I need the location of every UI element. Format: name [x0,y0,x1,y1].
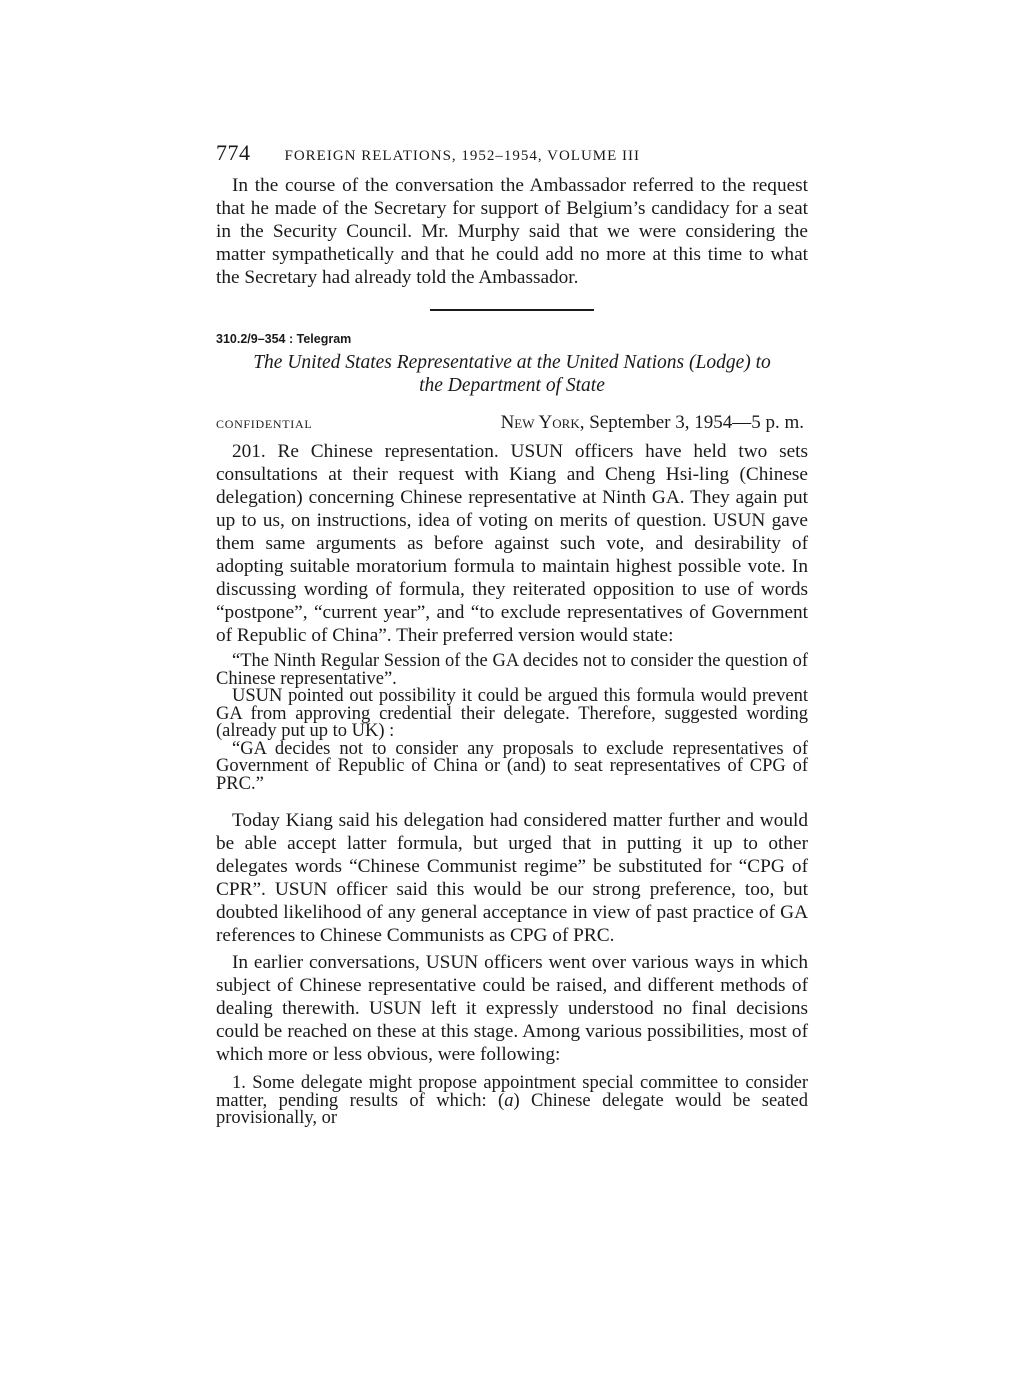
section-divider [430,309,594,311]
page-header [216,140,808,174]
numbered-item-1 [216,1075,808,1128]
document-title-line-2: the Department of State [419,375,605,396]
item-1-letter: a [504,1090,514,1111]
classification-label: CONFIDENTIAL [216,417,313,431]
numbered-item-text [216,1075,808,1128]
document-page [216,140,808,1128]
running-head: FOREIGN RELATIONS, 1952–1954, VOLUME III [284,148,641,164]
document-title-line-1: The United States Representative at the United Nations (Lodge) to [253,352,771,373]
quoted-formula-block [216,653,808,793]
place: New York, [500,412,585,433]
page-number: 774 [216,140,251,165]
body-paragraph-2: Today Kiang said his delegation had considered matter further and would be able accept latter formula, but urged that in putting it up to other delegates words “Chinese Communist regime” be substituted for “CPG of CPR”. USUN officer said this would be our strong preference, too, but doubted likelihood of any general acceptance in view of past practice of GA references to Chinese Communists as CPG of PRC. [216,810,808,946]
file-reference: 310.2/9–354 : Telegram [216,332,352,346]
quote-paragraph-1: “The Ninth Regular Session of the GA decides not to consider the question of Chinese representative”. [216,651,808,689]
date: September 3, 1954—5 p. m. [589,412,804,433]
item-1-suffix: ) Chinese delegate would be seated provisionally, or [216,1090,808,1128]
place-date [501,412,808,434]
dateline [216,412,808,434]
body-paragraph-1: 201. Re Chinese representation. USUN officers have held two sets consultations at their request with Kiang and Cheng Hsi-ling (Chinese delegation) concerning Chinese representative at Ninth GA. They again put up to us, on instructions, idea of voting on merits of question. USUN gave them same arguments as before against such vote, and desirability of adopting suitable moratorium formula to maintain highest possible vote. In discussing wording of formula, they reiterated opposition to use of words “postpone”, “current year”, and “to exclude representatives of Government of Republic of China”. Their preferred version would state: [216,441,808,646]
quote-paragraph-2: USUN pointed out possibility it could be argued this formula would prevent GA from approving credential their delegate. Therefore, suggested wording (already put up to UK) : [216,686,808,741]
intro-paragraph: In the course of the conversation the Ambassador referred to the request that he made of the Secretary for support of Belgium’s candidacy for a seat in the Security Council. Mr. Murphy said that we were considering the matter sympathetically and that he could add no more at this time to what the Secretary had already told the Ambassador. [216,175,808,288]
quote-paragraph-3: “GA decides not to consider any proposals to exclude representatives of Government of Republic of China or (and) to seat representatives of CPG of PRC.” [216,738,808,794]
body-paragraph-3: In earlier conversations, USUN officers went over various ways in which subject of Chinese representative could be raised, and different methods of dealing therewith. USUN left it expressly understood no final decisions could be reached on these at this stage. Among various possibilities, most of which more or less obvious, were following: [216,952,808,1065]
item-1-prefix: 1. Some delegate might propose appointment special committee to consider matter, pending results of which: ( [216,1073,808,1111]
